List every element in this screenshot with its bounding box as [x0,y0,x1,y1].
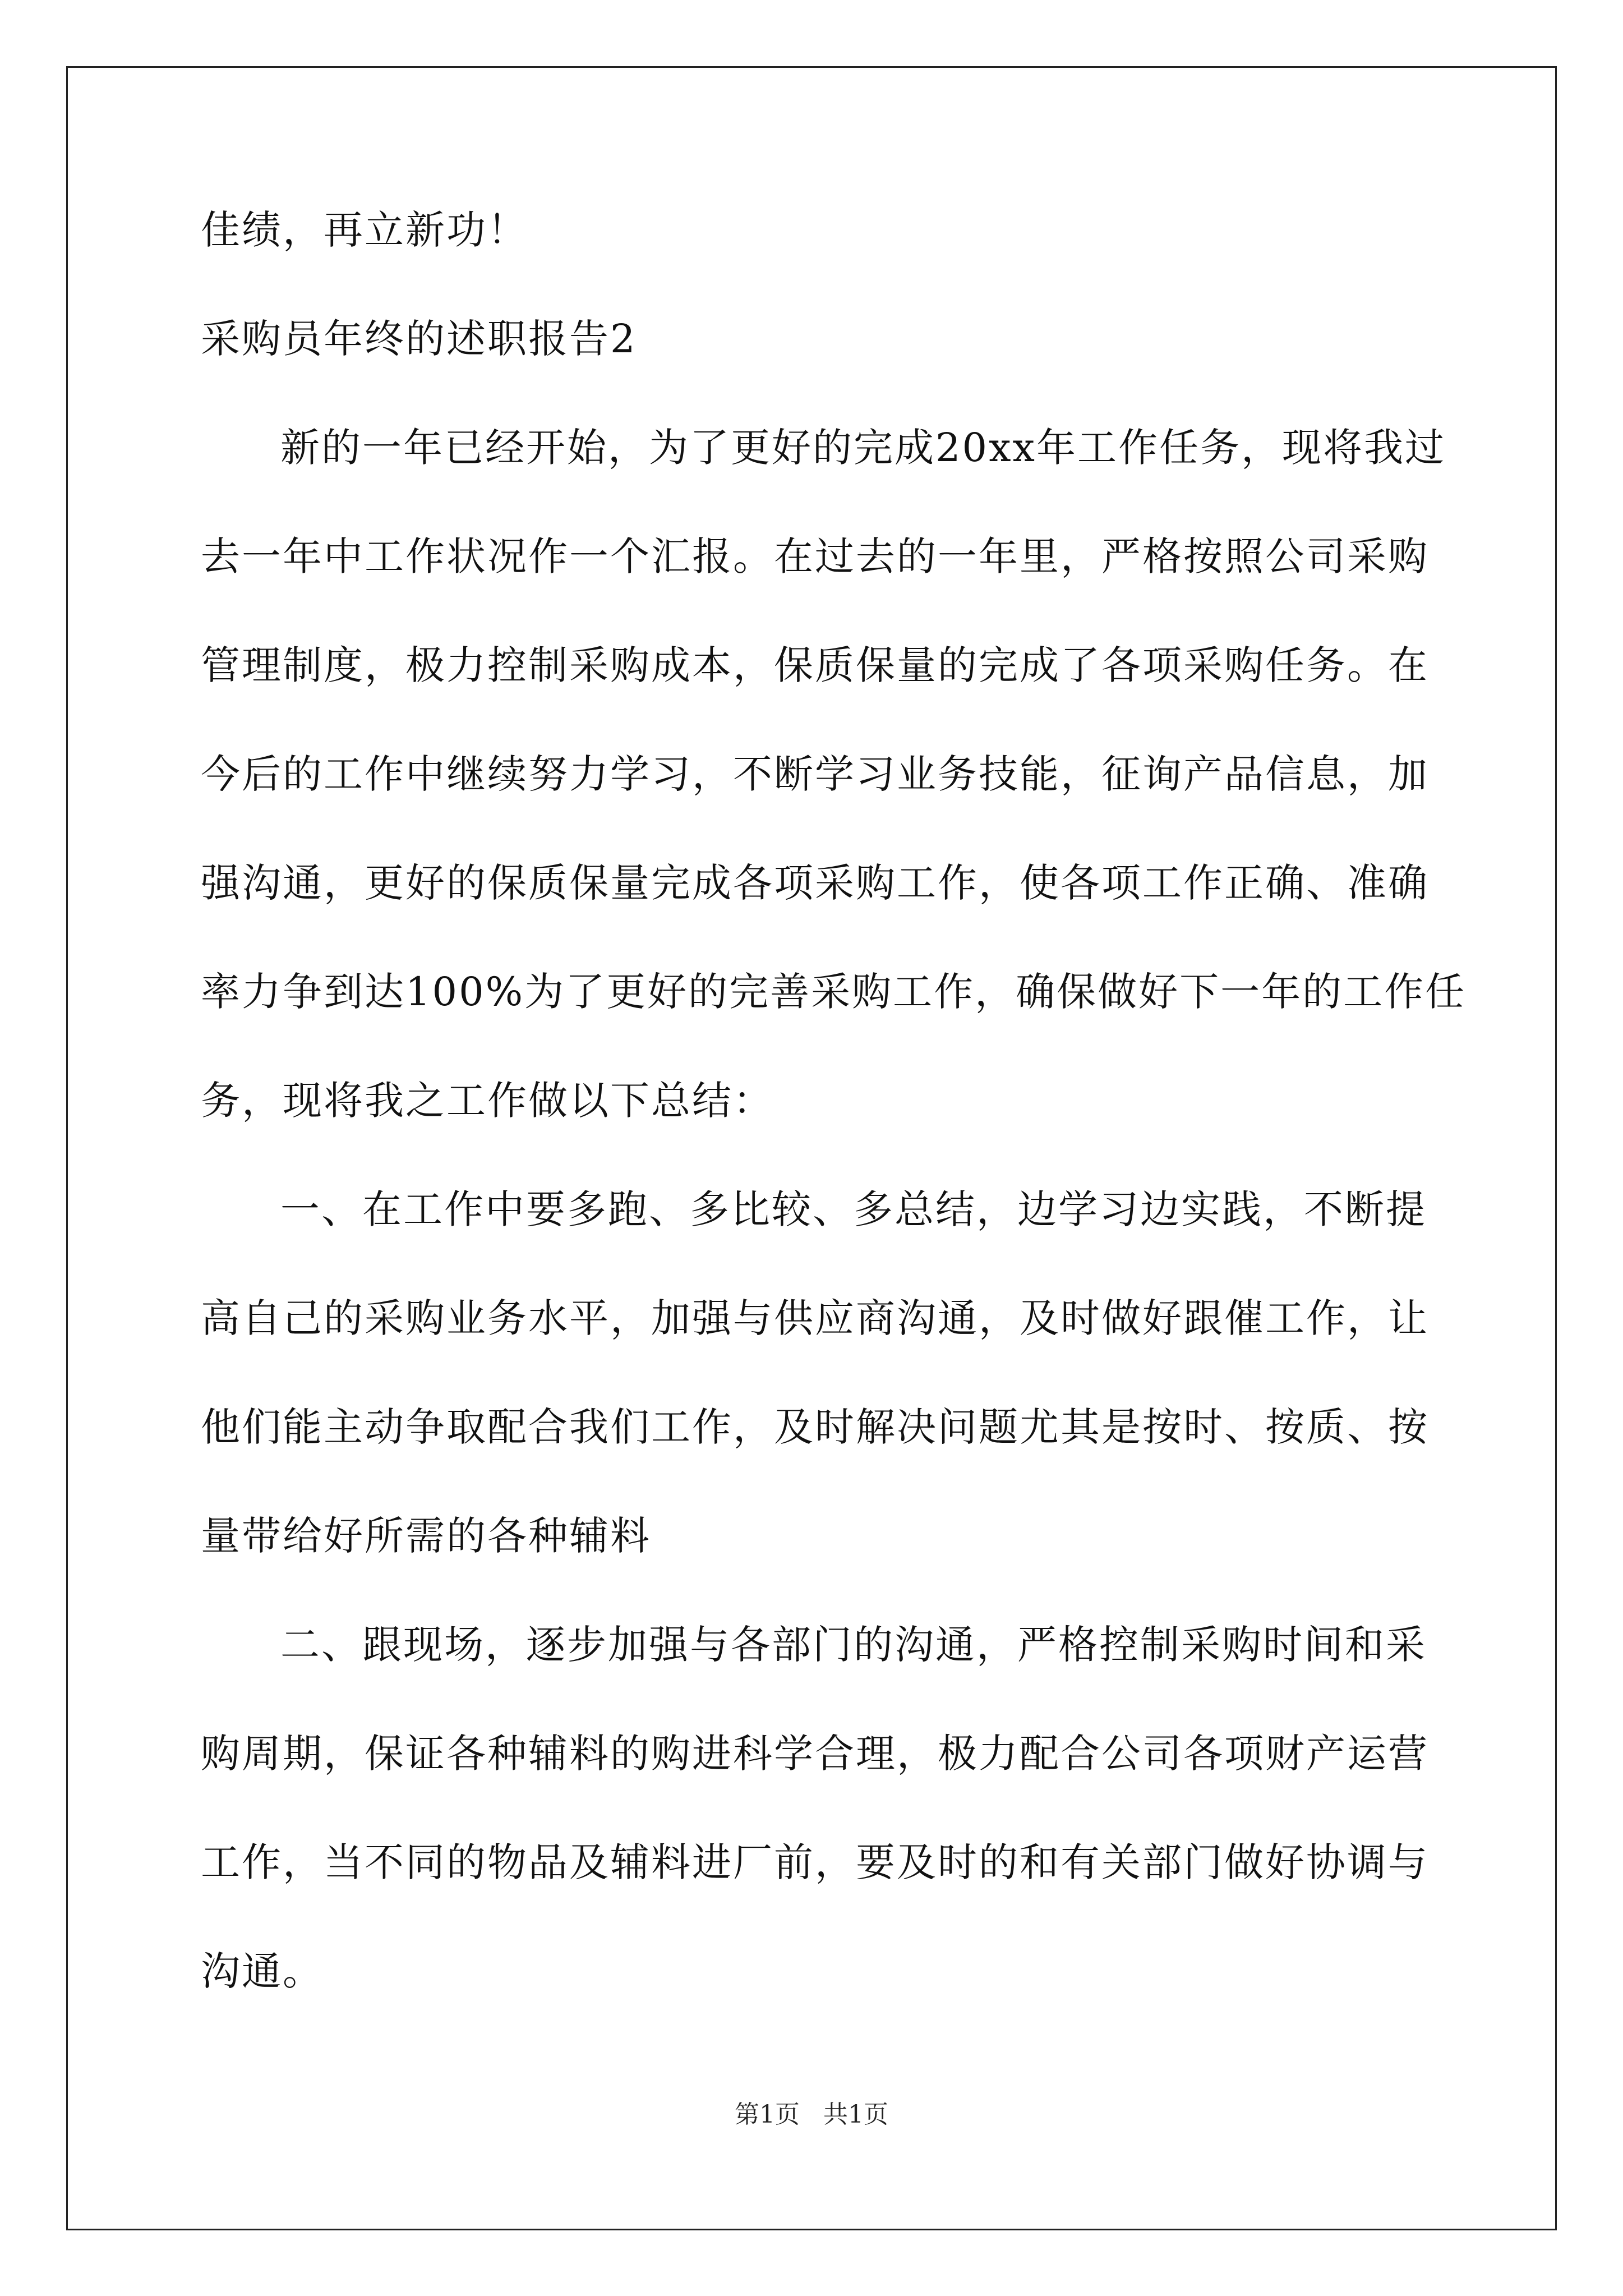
paragraph-line: 去一年中工作状况作一个汇报。在过去的一年里，严格按照公司采购 [201,533,1429,579]
paragraph-line: 一、在工作中要多跑、多比较、多总结，边学习边实践，不断提 [280,1186,1427,1232]
paragraph-line: 量带给好所需的各种辅料 [201,1513,651,1559]
paragraph-line: 强沟通，更好的保质保量完成各项采购工作，使各项工作正确、准确 [201,860,1429,906]
paragraph-line: 新的一年已经开始，为了更好的完成20xx年工作任务，现将我过 [280,425,1446,471]
paragraph-line: 沟通。 [201,1948,324,1994]
page-number-footer: 第1页 共1页 [735,2100,888,2129]
paragraph-line: 二、跟现场，逐步加强与各部门的沟通，严格控制采购时间和采 [280,1622,1427,1668]
paragraph-closing-line: 佳绩，再立新功！ [201,207,528,253]
paragraph-line: 今后的工作中继续努力学习，不断学习业务技能，征询产品信息，加 [201,751,1429,797]
paragraph-line: 务，现将我之工作做以下总结： [201,1078,774,1124]
paragraph-line: 他们能主动争取配合我们工作，及时解决问题尤其是按时、按质、按 [201,1404,1429,1450]
paragraph-line: 管理制度，极力控制采购成本，保质保量的完成了各项采购任务。在 [201,642,1429,688]
page-border [66,66,1557,2230]
paragraph-line: 率力争到达100%为了更好的完善采购工作，确保做好下一年的工作任 [201,969,1467,1015]
paragraph-line: 工作，当不同的物品及辅料进厂前，要及时的和有关部门做好协调与 [201,1839,1429,1885]
paragraph-line: 高自己的采购业务水平，加强与供应商沟通，及时做好跟催工作，让 [201,1295,1429,1341]
section-heading: 采购员年终的述职报告2 [201,316,637,362]
paragraph-line: 购周期，保证各种辅料的购进科学合理，极力配合公司各项财产运营 [201,1731,1429,1777]
